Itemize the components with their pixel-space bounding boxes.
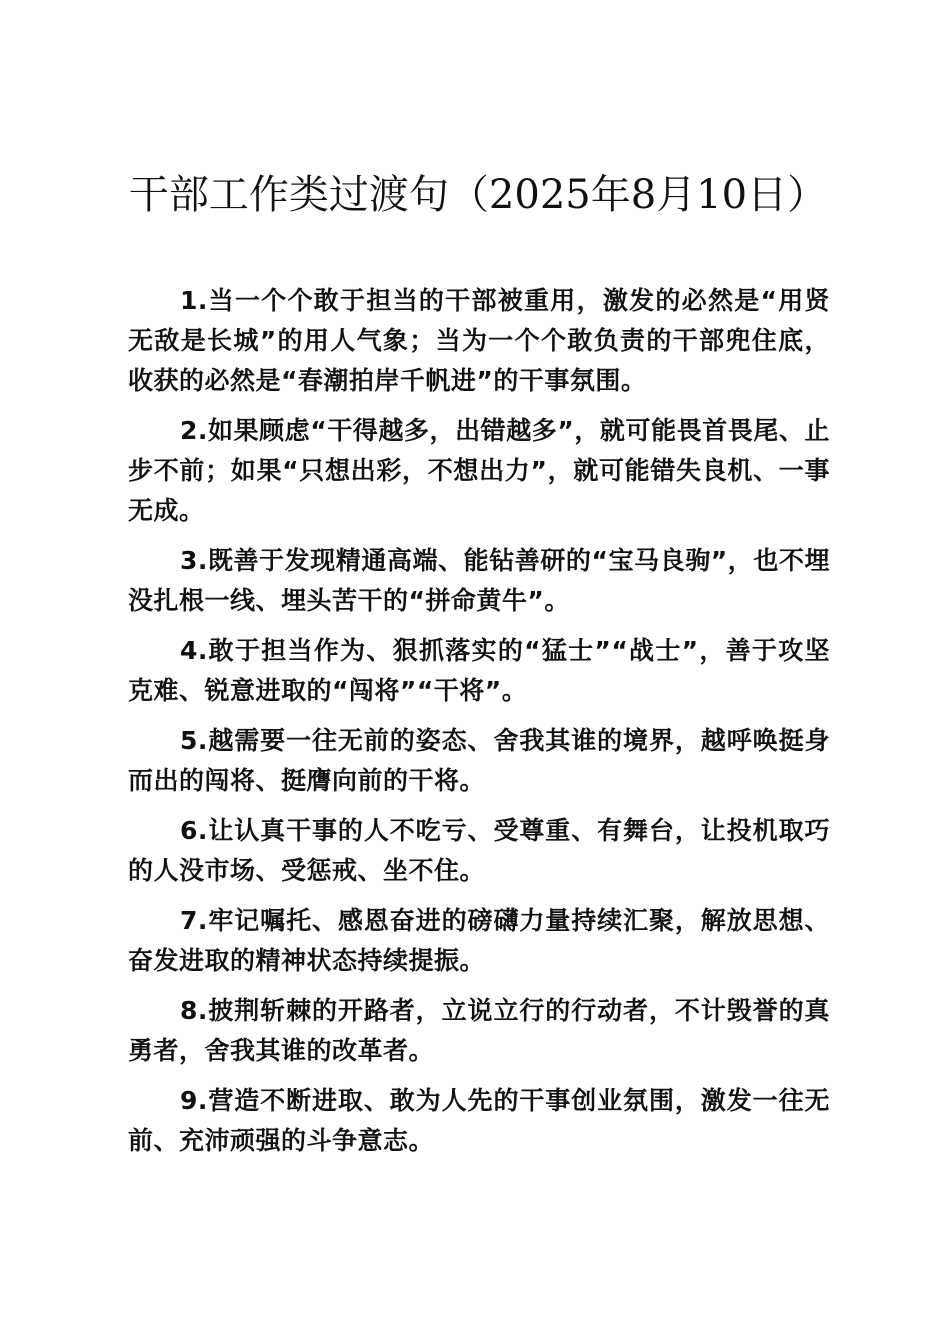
paragraph-2: 2.如果顾虑“干得越多，出错越多”，就可能畏首畏尾、止步不前；如果“只想出彩，不想出力”，就可能错失良机、一事无成。: [128, 416, 830, 525]
paragraph-1: 1.当一个个敢于担当的干部被重用，激发的必然是“用贤无敌是长城”的用人气象；当为一个个敢负责的干部兜住底，收获的必然是“春潮拍岸千帆进”的干事氛围。: [128, 286, 830, 395]
paragraph-6: 6.让认真干事的人不吃亏、受尊重、有舞台，让投机取巧的人没市场、受惩戒、坐不住。: [128, 816, 830, 885]
paragraph-3: 3.既善于发现精通高端、能钻善研的“宝马良驹”，也不埋没扎根一线、埋头苦干的“拼命黄牛”。: [128, 546, 830, 615]
paragraph-7: 7.牢记嘱托、感恩奋进的磅礴力量持续汇聚，解放思想、奋发进取的精神状态持续提振。: [128, 906, 830, 975]
document-body: [128, 281, 830, 1171]
paragraph-4: 4.敢于担当作为、狠抓落实的“猛士”“战士”，善于攻坚克难、锐意进取的“闯将”“干将”。: [128, 636, 830, 705]
paragraph-9: 9.营造不断进取、敢为人先的干事创业氛围，激发一往无前、充沛顽强的斗争意志。: [128, 1086, 830, 1155]
paragraph-5: 5.越需要一往无前的姿态、舍我其谁的境界，越呼唤挺身而出的闯将、挺膺向前的干将。: [128, 726, 830, 795]
document-title: 干部工作类过渡句（2025年8月10日）: [128, 172, 828, 218]
paragraph-8: 8.披荆斩棘的开路者，立说立行的行动者，不计毁誉的真勇者，舍我其谁的改革者。: [128, 996, 830, 1065]
